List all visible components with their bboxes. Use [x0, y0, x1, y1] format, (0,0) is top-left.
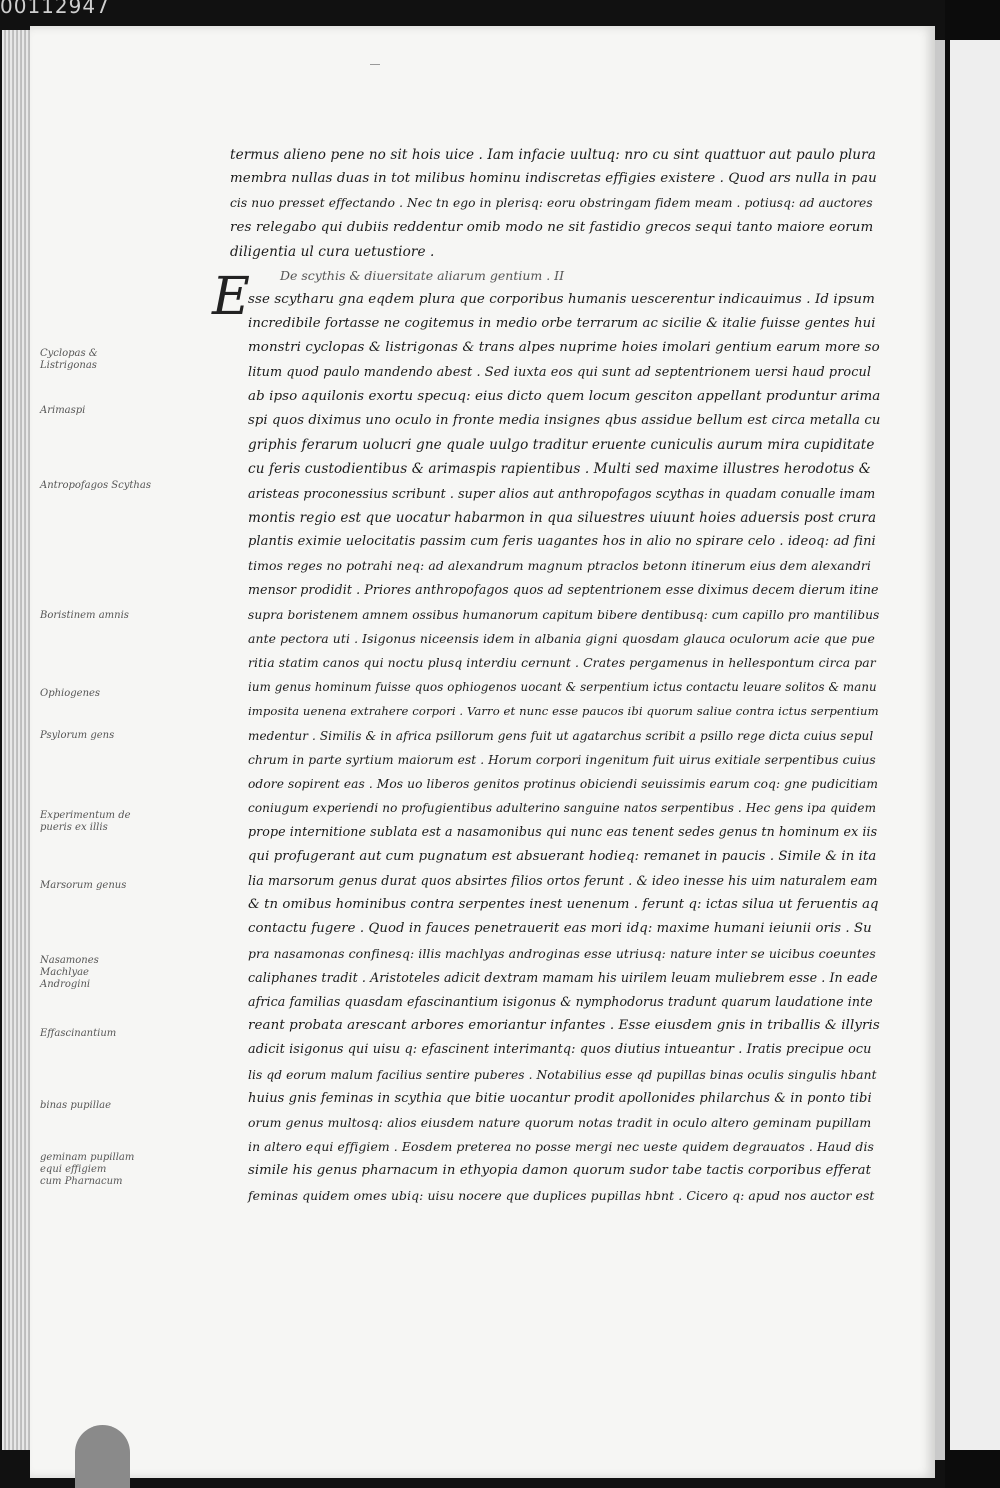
chapter-body: [230, 288, 880, 1208]
text-line: membra nullas duas in tot milibus hominu indiscretas effigies existere . Quod ars nulla in pau: [230, 171, 877, 187]
text-line: spi quos diximus uno oculo in fronte media insignes qbus assidue bellum est circa metalla cu: [248, 413, 881, 429]
text-line: ritia statim canos qui noctu plusq interdiu cernunt . Crates pergamenus in hellespontum circa par: [248, 655, 876, 671]
text-line: lia marsorum genus durat quos absirtes filios ortos ferunt . & ideo inesse his uim naturalem eam: [248, 872, 878, 888]
chapter-rubric: De scythis & diuersitate aliarum gentium . II: [280, 268, 565, 284]
text-line: in altero equi effigiem . Eosdem preterea no posse mergi nec ueste quidem degrauatos . Haud dis: [248, 1139, 874, 1155]
text-line: qui profugerant aut cum pugnatum est absuerant hodieq: remanet in paucis . Simile & in ita: [248, 848, 877, 864]
text-line: plantis eximie uelocitatis passim cum feris uagantes hos in alio no spirare celo . ideoq: ad fini: [248, 534, 876, 550]
text-line: litum quod paulo mandendo abest . Sed iuxta eos qui sunt ad septentrionem uersi haud procul: [248, 364, 872, 380]
text-line: diligentia ul cura uetustiore .: [230, 243, 435, 260]
main-text-block: [212, 143, 881, 1208]
text-line: feminas quidem omes ubiq: uisu nocere que duplices pupillas hbnt . Cicero q: apud nos auctor est: [248, 1187, 875, 1203]
facing-page-sliver: [950, 40, 1000, 1450]
marginal-note: Antropofagos Scythas: [40, 480, 151, 491]
text-line: lis qd eorum malum facilius sentire puberes . Notabilius esse qd pupillas binas oculis singulis hbant: [248, 1067, 877, 1082]
text-line: africa familias quasdam efascinantium isigonus & nymphodorus tradunt quarum laudatione inte: [248, 993, 873, 1009]
marginal-note: geminam pupillam equi effigiem cum Pharnacum: [40, 1152, 135, 1187]
thumb-holding-page: [75, 1425, 130, 1488]
text-line: caliphanes tradit . Aristoteles adicit dextram mamam his uirilem leuam muliebrem esse . In eade: [248, 969, 878, 985]
text-line: coniugum experiendi no profugientibus adulterino sanguine natos serpentibus . Hec gens ipa quidem: [248, 801, 877, 816]
text-line: res relegabo qui dubiis reddentur omib modo ne sit fastidio grecos sequi tanto maiore eorum: [230, 219, 874, 235]
top-paragraph: [230, 143, 880, 264]
text-line: termus alieno pene no sit hois uice . Iam infacie uultuq: nro cu sint quattuor aut paulo plura: [230, 147, 876, 163]
marginal-note: Nasamones Machlyae Androgini: [40, 955, 99, 990]
decorated-initial: E: [212, 267, 250, 327]
marginal-note: Effascinantium: [40, 1028, 117, 1039]
text-line: ab ipso aquilonis exortu specuq: eius dicto quem locum gesciton appellant produntur arima: [248, 388, 881, 404]
text-line: griphis ferarum uolucri gne quale uulgo traditur eruente cuniculis aurum mira cupiditate: [248, 437, 875, 454]
text-line: prope internitione sublata est a nasamonibus qui nunc eas tenent sedes genus tn hominum ex iis: [248, 824, 878, 840]
text-line: imposita uenena extrahere corpori . Varro et nunc esse paucos ibi quorum saliue contra ictus serpentium: [248, 704, 879, 719]
marginal-note: Marsorum genus: [40, 880, 127, 891]
text-line: orum genus multosq: alios eiusdem nature quorum notas tradit in oculo altero geminam pupillam: [248, 1114, 872, 1130]
text-line: supra boristenem amnem ossibus humanorum capitum bibere dentibusq: cum capillo pro mantilibus: [248, 607, 880, 622]
text-line: mensor prodidit . Priores anthropofagos quos ad septentrionem esse diximus decem dierum itine: [248, 582, 879, 598]
text-line: montis regio est que uocatur habarmon in qua siluestres uiuunt hoies aduersis post crura: [248, 509, 877, 526]
marginal-note: Experimentum de pueris ex illis: [40, 810, 131, 833]
marginal-note: Ophiogenes: [40, 688, 101, 699]
text-line: contactu fugere . Quod in fauces penetrauerit eas mori idq: maxime humani ieiunii oris . Su: [248, 921, 872, 937]
text-line: adicit isigonus qui uisu q: efascinent interimantq: quos diutius intueantur . Iratis precipue ocu: [248, 1042, 872, 1058]
text-line: odore sopirent eas . Mos uo liberos genitos protinus obiciendi seuissimis earum coq: gne pudicitiam: [248, 777, 878, 792]
text-line: aristeas proconessius scribunt . super alios aut anthropofagos scythas in quadam conualle imam: [248, 485, 876, 501]
marginal-notes-column: [40, 300, 190, 1260]
marginal-note: Psylorum gens: [40, 730, 115, 741]
text-line: cis nuo presset effectando . Nec tn ego in plerisq: eoru obstringam fidem meam . potiusq: ad auctores: [230, 196, 873, 211]
text-line: simile his genus pharnacum in ethyopia damon quorum sudor tabe tactis corporibus efferat: [248, 1163, 872, 1179]
scan-id-label: 00112947: [0, 0, 110, 18]
text-line: huius gnis feminas in scythia que bitie uocantur prodit apollonides philarchus & in ponto tibi: [248, 1090, 872, 1106]
text-line: & tn omibus hominibus contra serpentes inest uenenum . ferunt q: ictas silua ut feruentis aq: [248, 897, 879, 913]
page-mark: [370, 64, 380, 65]
text-line: ante pectora uti . Isigonus niceensis idem in albania gigni quosdam glauca oculorum acie que pue: [248, 630, 875, 646]
marginal-note: Boristinem amnis: [40, 610, 129, 621]
text-line: reant probata arescant arbores emoriantur infantes . Esse eiusdem gnis in triballis & illyris: [248, 1018, 880, 1034]
text-line: medentur . Similis & in africa psillorum gens fuit ut agatarchus scribit a psillo rege dicta cuius sepul: [248, 728, 874, 743]
text-line: sse scytharu gna eqdem plura que corporibus humanis uescerentur indicauimus . Id ipsum: [248, 292, 875, 308]
page-gutter-edge: [935, 40, 945, 1460]
text-line: cu feris custodientibus & arimaspis rapientibus . Multi sed maxime illustres herodotus &: [248, 461, 871, 478]
marginal-note: Cyclopas & Listrigonas: [40, 348, 98, 371]
marginal-note: binas pupillae: [40, 1100, 112, 1111]
text-line: ium genus hominum fuisse quos ophiogenos uocant & serpentium ictus contactu leuare solitos & manu: [248, 680, 877, 695]
text-line: timos reges no potrahi neq: ad alexandrum magnum ptraclos betonn itinerum eius dem alexandri: [248, 558, 871, 574]
text-line: incredibile fortasse ne cogitemus in medio orbe terrarum ac sicilie & italie fuisse gentes hui: [248, 316, 876, 332]
marginal-note: Arimaspi: [40, 405, 86, 416]
text-line: monstri cyclopas & listrigonas & trans alpes nuprime hoies imolari gentium earum more so: [248, 340, 880, 356]
text-line: pra nasamonas confinesq: illis machlyas androginas esse utriusq: nature inter se uicibus coeuntes: [248, 945, 876, 961]
text-line: chrum in parte syrtium maiorum est . Horum corpori ingenitum fuit uirus exitiale serpentibus cuius: [248, 752, 876, 767]
